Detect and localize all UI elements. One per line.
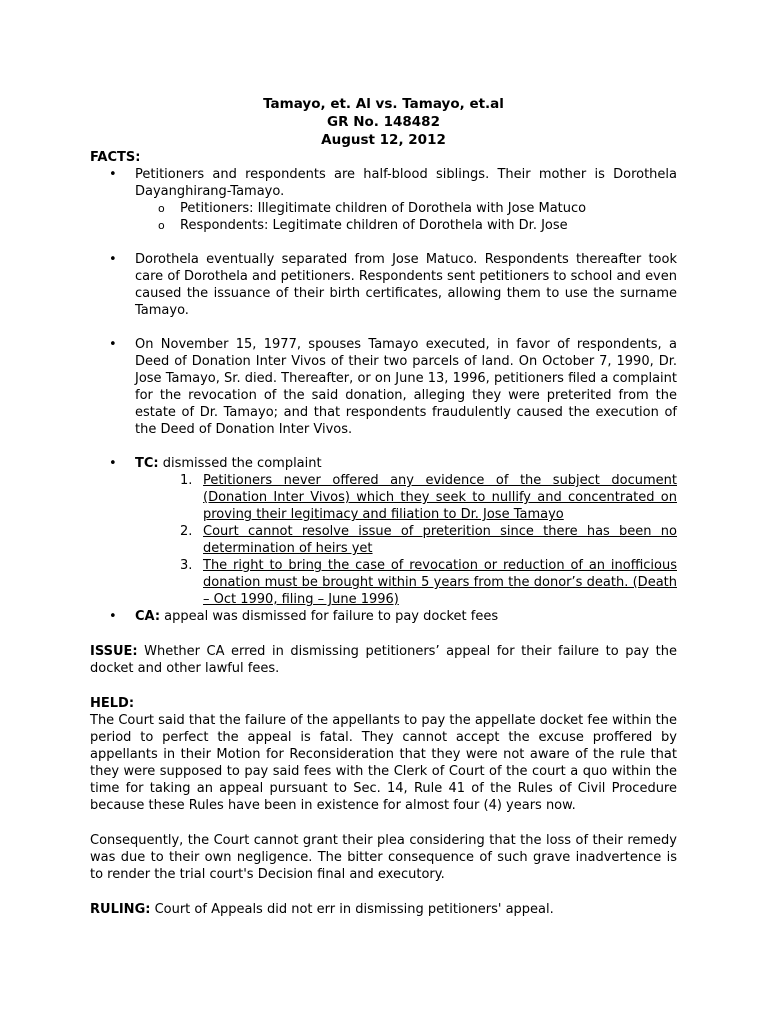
facts-bullet-tc xyxy=(90,455,677,472)
tc-reason-text: The right to bring the case of revocation or reduction of an inofficious donation must be brought within 5 years from the donor’s death. (Death – Oct 1990, filing – June 1996) xyxy=(203,558,677,607)
facts-bullet-donation xyxy=(90,336,677,438)
sub-item-text: Respondents: Legitimate children of Dorothela with Dr. Jose xyxy=(180,218,568,233)
tc-label: TC: xyxy=(135,456,159,471)
tc-reason-1 xyxy=(90,472,677,523)
ruling-label: RULING: xyxy=(90,902,151,917)
issue-label: ISSUE: xyxy=(90,644,138,659)
sub-item-text: Petitioners: Illegitimate children of Dorothela with Jose Matuco xyxy=(180,201,587,216)
facts-sublist xyxy=(135,200,677,234)
ca-text: appeal was dismissed for failure to pay docket fees xyxy=(160,609,499,624)
facts-list xyxy=(90,166,677,472)
tc-reason-text: Petitioners never offered any evidence of the subject document (Donation Inter Vivos) which they seek to nullify and concentrated on proving their legitimacy and filiation to Dr. Jose Tamayo xyxy=(203,473,677,522)
facts-bullet-text: Petitioners and respondents are half-blood siblings. Their mother is Dorothela Dayanghirang-Tamayo. xyxy=(135,167,677,199)
case-gr-number: GR No. 148482 xyxy=(327,114,440,130)
sub-item-petitioners xyxy=(135,200,677,217)
ruling-paragraph xyxy=(90,901,677,918)
case-digest xyxy=(90,95,677,918)
spacer xyxy=(90,234,677,251)
bullet-icon: • xyxy=(109,252,117,267)
ruling-text: Court of Appeals did not err in dismissing petitioners' appeal. xyxy=(150,902,554,917)
spacer xyxy=(90,677,677,695)
bullet-icon: • xyxy=(109,609,117,624)
held-paragraph-1: The Court said that the failure of the appellants to pay the appellate docket fee within the period to perfect the appeal is fatal. They cannot accept the excuse proffered by appellants in their Motion for Reconsideration that they were not aware of the rule that they were supposed to pay said fees with the Clerk of Court of the court a quo within the time for taking an appeal pursuant to Sec. 14, Rule 41 of the Rules of Civil Procedure because these Rules have been in existence for almost four (4) years now. xyxy=(90,713,677,813)
circle-bullet-icon: o xyxy=(158,219,165,232)
spacer xyxy=(90,883,677,901)
facts-bullet-separation xyxy=(90,251,677,319)
facts-bullet-text: Dorothela eventually separated from Jose Matuco. Respondents thereafter took care of Dorothela and petitioners. Respondents sent petitioners to school and even caused the issuance of their birth certificates, allowing them to use the surname Tamayo. xyxy=(135,252,677,318)
circle-bullet-icon: o xyxy=(158,202,165,215)
spacer xyxy=(90,814,677,832)
ca-list xyxy=(90,608,677,625)
issue-paragraph xyxy=(90,643,677,677)
tc-reason-3 xyxy=(90,557,677,608)
issue-text: Whether CA erred in dismissing petitioners’ appeal for their failure to pay the docket and other lawful fees. xyxy=(90,644,677,676)
tc-reason-text: Court cannot resolve issue of preterition since there has been no determination of heirs yet xyxy=(203,524,677,556)
case-header xyxy=(90,95,677,149)
tc-reasons-list xyxy=(90,472,677,608)
case-title: Tamayo, et. Al vs. Tamayo, et.al xyxy=(263,96,504,112)
spacer xyxy=(90,438,677,455)
tc-reason-2 xyxy=(90,523,677,557)
list-number: 1. xyxy=(180,473,193,488)
bullet-icon: • xyxy=(109,337,117,352)
list-number: 2. xyxy=(180,524,193,539)
facts-bullet-ca xyxy=(90,608,677,625)
list-number: 3. xyxy=(180,558,193,573)
sub-item-respondents xyxy=(135,217,677,234)
spacer xyxy=(90,319,677,336)
tc-text: dismissed the complaint xyxy=(158,456,322,471)
spacer xyxy=(90,625,677,643)
held-heading: HELD: xyxy=(90,696,135,711)
bullet-icon: • xyxy=(109,167,117,182)
bullet-icon: • xyxy=(109,456,117,471)
facts-bullet-siblings xyxy=(90,166,677,234)
facts-bullet-text: On November 15, 1977, spouses Tamayo executed, in favor of respondents, a Deed of Donation Inter Vivos of their two parcels of land. On October 7, 1990, Dr. Jose Tamayo, Sr. died. Thereafter, or on June 13, 1996, petitioners filed a complaint for the revocation of the said donation, alleging they were preterited from the estate of Dr. Tamayo; and that respondents fraudulently caused the execution of the Deed of Donation Inter Vivos. xyxy=(135,337,677,437)
facts-heading: FACTS: xyxy=(90,150,141,165)
case-date: August 12, 2012 xyxy=(321,132,446,148)
ca-label: CA: xyxy=(135,609,161,624)
held-paragraph-2: Consequently, the Court cannot grant their plea considering that the loss of their remedy was due to their own negligence. The bitter consequence of such grave inadvertence is to render the trial court's Decision final and executory. xyxy=(90,833,677,882)
